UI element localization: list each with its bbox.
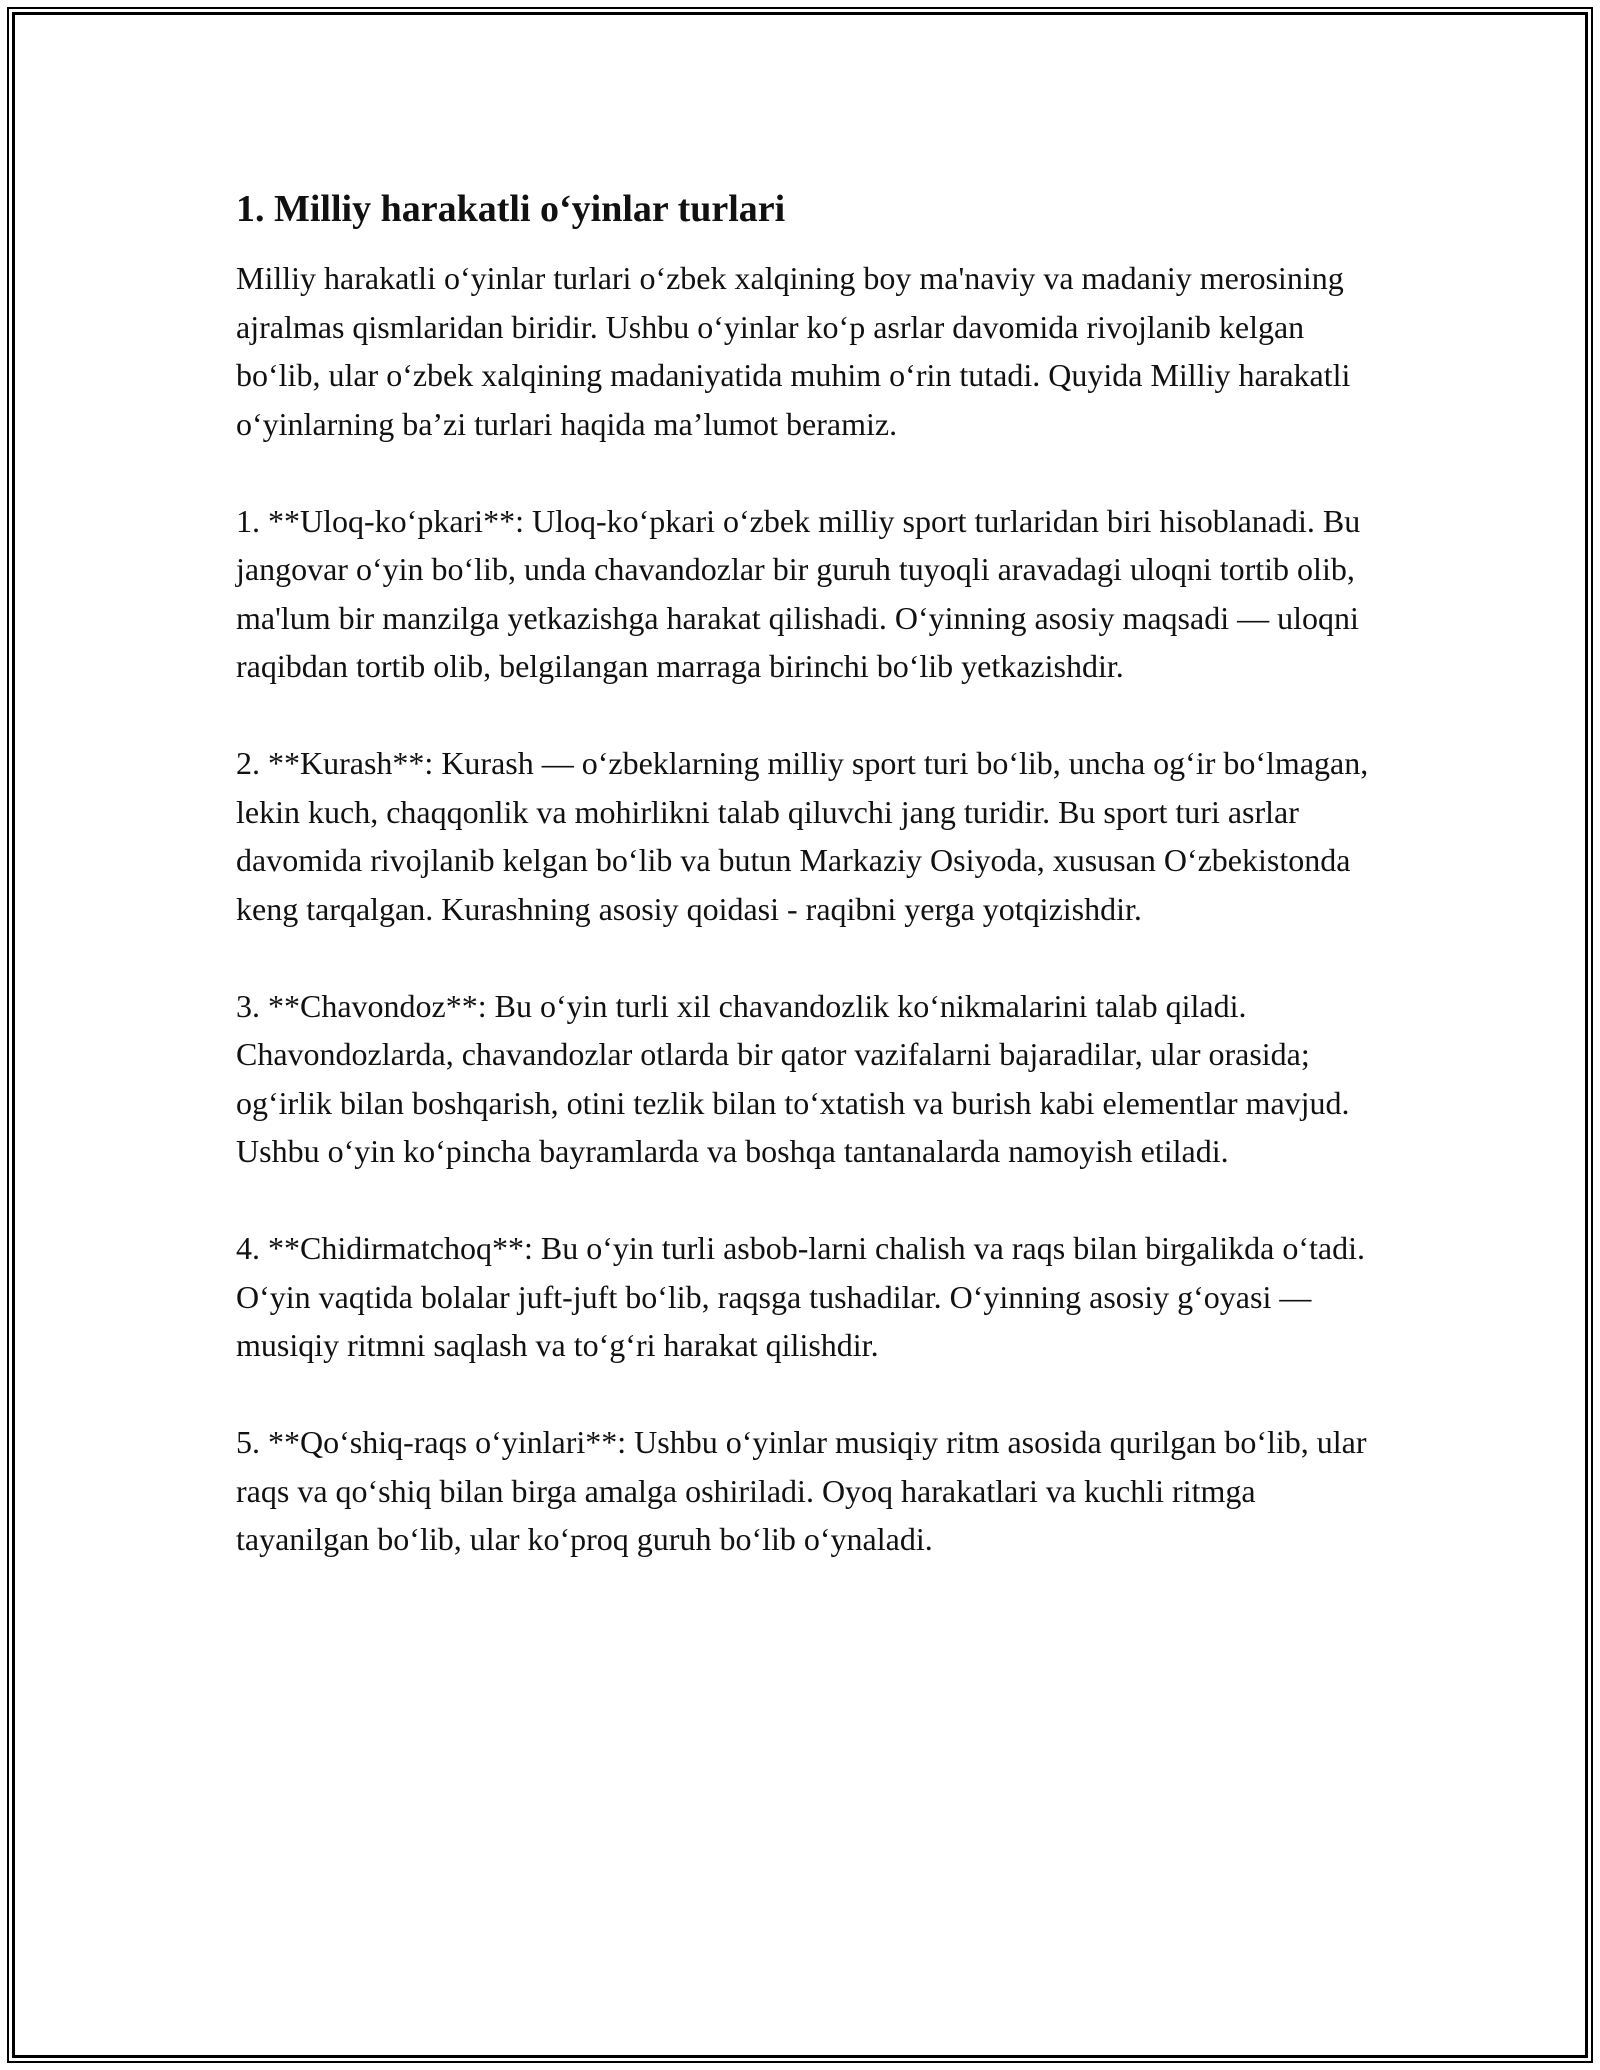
paragraph-chidirmatchoq: 4. **Chidirmatchoq**: Bu o‘yin turli asbob-larni chalish va raqs bilan birgalikda o‘tadi. O‘yin vaqtida bolalar juft-juft bo‘lib, raqsga tushadilar. O‘yinning asosiy g‘oyasi — musiqiy ritmni saqlash va to‘g‘ri harakat qilishdir. bbox=[236, 1230, 1365, 1363]
document-title: 1. Milliy harakatli o‘yinlar turlari bbox=[236, 188, 786, 230]
paragraph-qoshiq-raqs: 5. **Qo‘shiq-raqs o‘yinlari**: Ushbu o‘yinlar musiqiy ritm asosida qurilgan bo‘lib, ular raqs va qo‘shiq bilan birga amalga oshiriladi. Oyoq harakatlari va kuchli ritmga tayanilgan bo‘lib, ular ko‘proq guruh bo‘lib o‘ynaladi. bbox=[236, 1424, 1367, 1557]
intro-paragraph: Milliy harakatli o‘yinlar turlari o‘zbek xalqining boy ma'naviy va madaniy merosining ajralmas qismlaridan biridir. Ushbu o‘yinlar ko‘p asrlar davomida rivojlanib kelgan bo‘lib, ular o‘zbek xalqining madaniyatida muhim o‘rin tutadi. Quyida Milliy harakatli o‘yinlarning ba’zi turlari haqida ma’lumot beramiz. bbox=[236, 260, 1351, 442]
document-body bbox=[236, 184, 1376, 1612]
paragraph-kurash: 2. **Kurash**: Kurash — o‘zbeklarning milliy sport turi bo‘lib, uncha og‘ir bo‘lmagan, lekin kuch, chaqqonlik va mohirlikni talab qiluvchi jang turidir. Bu sport turi asrlar davomida rivojlanib kelgan bo‘lib va butun Markaziy Osiyoda, xususan O‘zbekistonda keng tarqalgan. Kurashning asosiy qoidasi - raqibni yerga yotqizishdir. bbox=[236, 745, 1369, 927]
paragraph-uloq-kopkari: 1. **Uloq-ko‘pkari**: Uloq-ko‘pkari o‘zbek milliy sport turlaridan biri hisoblanadi. Bu jangovar o‘yin bo‘lib, unda chavandozlar bir guruh tuyoqli aravadagi uloqni tortib olib, ma'lum bir manzilga yetkazishga harakat qilishadi. O‘yinning asosiy maqsadi — uloqni raqibdan tortib olib, belgilangan marraga birinchi bo‘lib yetkazishdir. bbox=[236, 502, 1361, 684]
paragraph-chavondoz: 3. **Chavondoz**: Bu o‘yin turli xil chavandozlik ko‘nikmalarini talab qiladi. Chavondozlarda, chavandozlar otlarda bir qator vazifalarni bajaradilar, ular orasida; og‘irlik bilan boshqarish, otini tezlik bilan to‘xtatish va burish kabi elementlar mavjud. Ushbu o‘yin ko‘pincha bayramlarda va boshqa tantanalarda namoyish etiladi. bbox=[236, 987, 1350, 1169]
